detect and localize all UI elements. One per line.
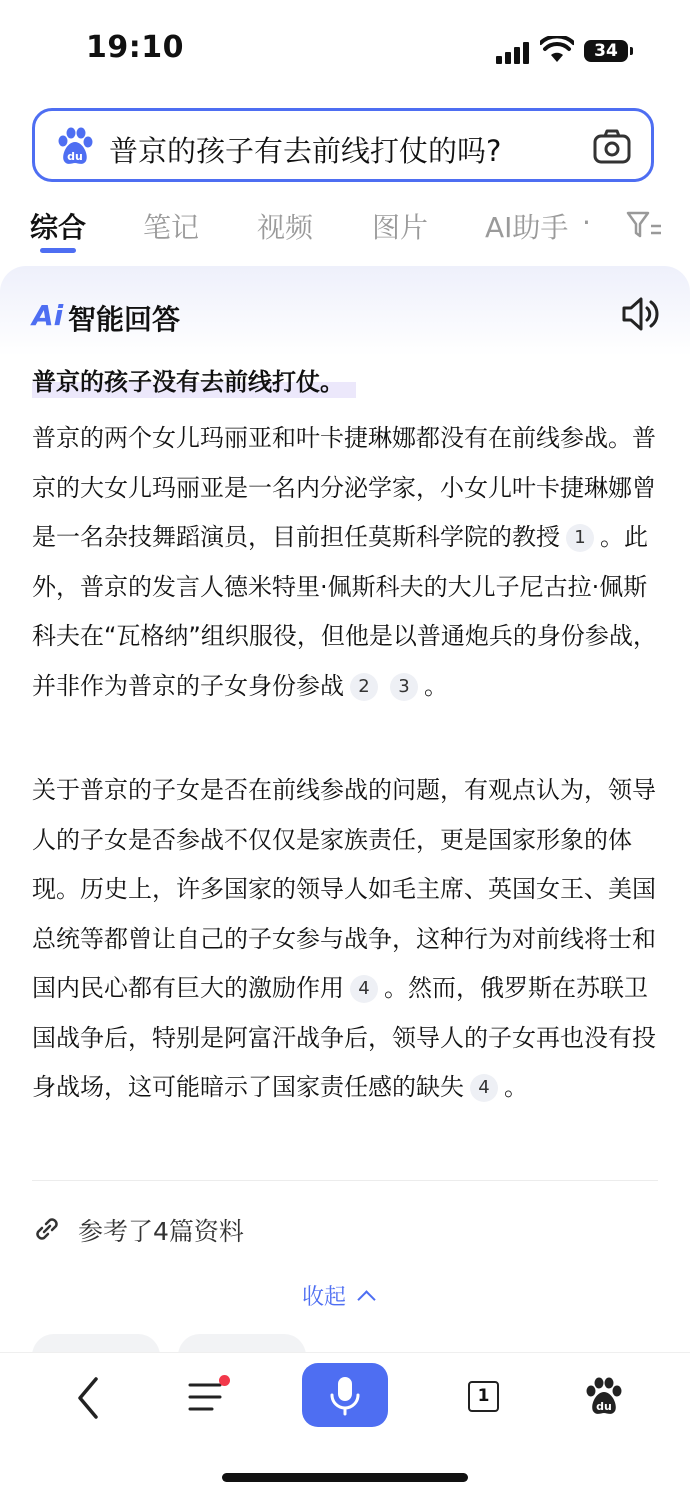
baidu-home-icon[interactable] (584, 1373, 624, 1423)
home-indicator[interactable] (222, 1473, 468, 1482)
citation-badge[interactable]: 4 (350, 975, 378, 1003)
divider (32, 1180, 658, 1181)
citation-badge[interactable]: 3 (390, 673, 418, 701)
citation-badge[interactable]: 4 (470, 1074, 498, 1102)
action-chip[interactable] (32, 1334, 160, 1354)
microphone-icon (302, 1363, 388, 1427)
back-icon[interactable] (70, 1373, 110, 1423)
notification-dot (219, 1375, 230, 1386)
citation-badge[interactable]: 2 (350, 673, 378, 701)
references-label: 参考了4篇资料 (78, 1217, 244, 1246)
tab-videos[interactable]: 视频 (257, 211, 314, 244)
answer-paragraph-1 (32, 414, 662, 711)
svg-text:du: du (596, 1400, 612, 1413)
camera-icon[interactable] (593, 129, 631, 165)
chevron-up-icon (357, 1290, 375, 1308)
speaker-icon[interactable] (620, 294, 660, 334)
paragraph-text: 普京的两个女儿玛丽亚和叶卡捷琳娜都没有在前线参战。普京的大女儿玛丽亚是一名内分泌学家，小女儿叶卡捷琳娜曾是一名杂技舞蹈演员，目前担任莫斯科学院的教授 (32, 424, 656, 551)
answer-summary: 普京的孩子没有去前线打仗。 (32, 362, 356, 398)
filter-icon[interactable] (626, 210, 662, 240)
baidu-paw-icon (55, 127, 95, 167)
active-tab-indicator (40, 248, 76, 253)
search-input[interactable]: 普京的孩子有去前线打仗的吗? (109, 134, 502, 168)
result-tabs (0, 196, 690, 260)
search-bar[interactable] (32, 108, 654, 182)
paragraph-text: 。 (424, 671, 448, 700)
action-chip[interactable] (178, 1334, 306, 1354)
tab-count: 1 (468, 1381, 499, 1412)
tab-ai-assistant[interactable]: AI助手 (485, 211, 569, 244)
wifi-icon (540, 36, 574, 64)
bottom-nav (0, 1352, 690, 1497)
tab-images[interactable]: 图片 (372, 211, 429, 244)
tab-separator: · (582, 206, 591, 239)
ai-answer-title: 智能回答 (68, 303, 181, 336)
status-bar (0, 0, 690, 100)
svg-text:du: du (67, 150, 83, 163)
cellular-signal-icon (496, 42, 530, 64)
collapse-label: 收起 (302, 1285, 347, 1310)
battery-icon: 34 (584, 40, 628, 62)
paragraph-text: 。此外，普京的发言人德米特里·佩斯科夫的大儿子尼古拉·佩斯科夫在“瓦格纳”组织服役，但他是以普通炮兵的身份参战，并非作为普京的子女身份参战 (32, 523, 657, 700)
ai-answer-card (0, 266, 690, 1366)
status-time: 19:10 (86, 30, 184, 65)
paragraph-text: 关于普京的子女是否在前线参战的问题，有观点认为，领导人的子女是否参战不仅仅是家族责任，更是国家形象的体现。历史上，许多国家的领导人如毛主席、英国女王、美国总统等都曾让自己的子女参与战争，这种行为对前线将士和国内民心都有巨大的激励作用 (32, 776, 656, 1002)
tabs-count-button[interactable] (468, 1373, 504, 1423)
action-chips-row (32, 1334, 672, 1354)
answer-paragraph-2 (32, 766, 662, 1113)
menu-button[interactable] (186, 1373, 226, 1423)
tab-all[interactable]: 综合 (30, 211, 87, 244)
collapse-button[interactable] (302, 1280, 373, 1311)
link-icon (32, 1214, 62, 1244)
voice-search-button[interactable] (302, 1363, 388, 1427)
paragraph-text: 。 (504, 1073, 528, 1101)
ai-logo: Ai (32, 299, 64, 332)
tab-notes[interactable]: 笔记 (143, 211, 200, 244)
paragraph-text: 。然而，俄罗斯在苏联卫国战争后，特别是阿富汗战争后，领导人的子女再也没有投身战场，这可能暗示了国家责任感的缺失 (32, 974, 656, 1101)
citation-badge[interactable]: 1 (566, 524, 594, 552)
